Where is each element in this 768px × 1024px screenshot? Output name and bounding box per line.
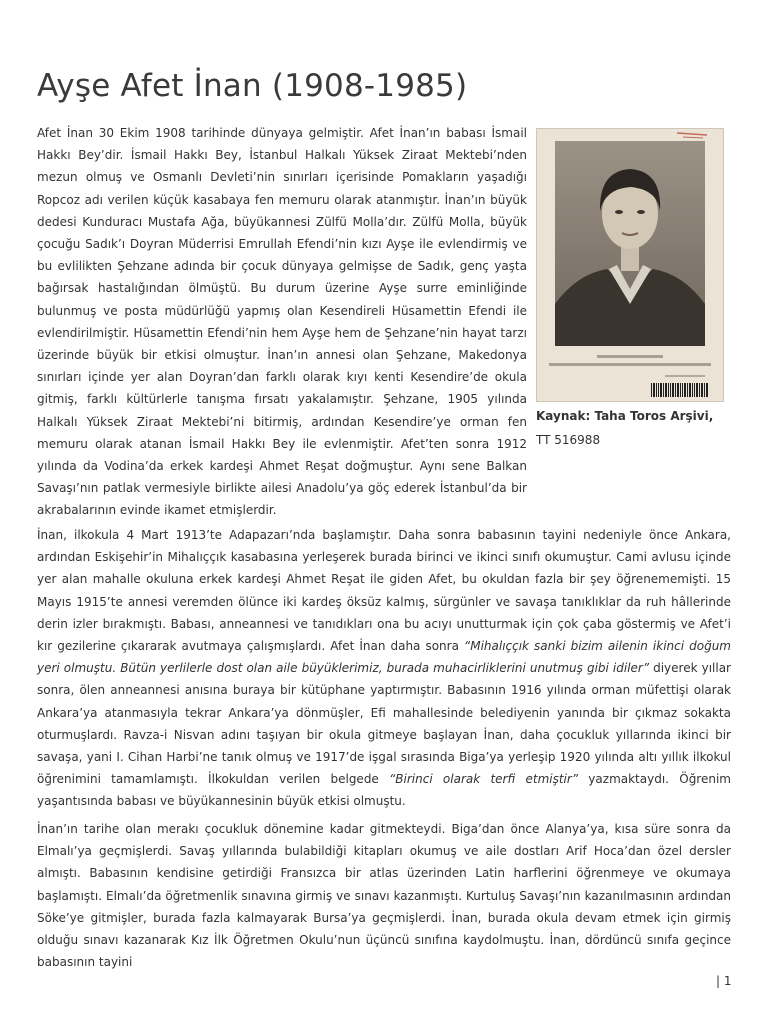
portrait-image	[537, 129, 723, 401]
paragraph-2	[37, 524, 731, 813]
portrait-photo	[536, 128, 724, 402]
page-title: Ayşe Afet İnan (1908-1985)	[37, 68, 468, 104]
paragraph-3: İnan’ın tarihe olan merakı çocukluk dönemine kadar gitmekteydi. Biga’dan önce Alanya’ya, kısa süre sonra da Elmalı’ya geçmişlerdi. Savaş yıllarında bulabildiği kitapları okumuş ve aile dostları Arif Hoca’dan özel dersler almıştı. Babasının kendisine getirdiği Fransızca bir atlas üzerinden Latin harflerini öğrenmeye ve okumaya başlamıştı. Elmalı’da öğretmenlik sınavına girmiş ve sınavı kazanmıştı. Kurtuluş Savaşı’nın kazanılmasının ardından Söke’ye gitmişler, burada fazla kalmayarak Bursa’ya geçmişlerdi. İnan, burada okula devam etmek için girmiş olduğu sınavı kazanarak Kız İlk Öğretmen Okulu’nun üçüncü sınıfına kaydolmuştu. İnan, dördüncü sınıfa geçince babasının tayini	[37, 822, 731, 970]
page-number: | 1	[716, 974, 732, 988]
paragraph-2-text-a: İnan, ilkokula 4 Mart 1913’te Adapazarı’nda başlamıştır. Daha sonra babasının tayini nedeniyle önce Ankara, ardından Eskişehir’in Mihalıççık kasabasına yerleşerek burada birinci ve ikinci sınıfı okumuştur. Cami avlusu içinde yer alan mahalle okuluna erkek kardeşi Ahmet Reşat ile giden Afet, bu okuldan fazla bir şey öğrenememişti. 15 Mayıs 1915’te annesi veremden ölünce iki kardeş öksüz kalmış, sürgünler ve savaşa tanıklıklar da ruh hâllerinde derin izler bırakmıştı. Babası, anneannesi ve tanıdıkları ona bu acıyı unutturmak için çok çaba göstermiş ve Afet’i kır gezilerine çıkararak avutmaya çalışmışlardı. Afet İnan daha sonra	[37, 528, 731, 654]
figure-caption: Kaynak: Taha Toros Arşivi,	[536, 409, 714, 423]
paragraph-2-text-c: yazmaktaydı. Öğrenim yaşantısında babası ve büyükannesinin büyük etkisi olmuştu.	[37, 772, 731, 809]
figure-caption-id: TT 516988	[536, 433, 601, 447]
paragraph-2-quote-1: “Mihalıççık sanki bizim ailenin ikinci doğum yeri olmuştu. Bütün yerlilerle dost olan aile büyüklerimiz, burada muhacirliklerini unutmuş gibi idiler”	[37, 639, 731, 676]
paragraph-2-text-b: diyerek yıllar sonra, ölen anneannesi anısına buraya bir kütüphane yaptırmıştır. Babasının 1916 yılında orman müfettişi olarak Ankara’ya atanmasıyla tekrar Ankara’ya dönmüşler, Efi mahallesinde belediyenin yanında bir çıkmaz sokakta oturmuşlardı. Ravza-i Nisvan adını taşıyan bir okula gitmeye başlayan İnan, daha çocukluk yıllarında ikinci bir savaşa, yani I. Cihan Harbi’ne tanık olmuş ve 1917’de işgal sırasında Biga’ya yerleşip 1920 yılında altı yıllık ilkokul öğrenimini tamamlamıştı. İlkokuldan verilen belgede	[37, 661, 731, 787]
paragraph-1: Afet İnan 30 Ekim 1908 tarihinde dünyaya gelmiştir. Afet İnan’ın babası İsmail Hakkı Bey’dir. İsmail Hakkı Bey, İstanbul Halkalı Yüksek Ziraat Mektebi’nden mezun olmuş ve Osmanlı Devleti’nin sınırları içerisinde Pomakların yaşadığı Ropcoz adı verilen küçük kasabaya fen memuru olarak atanmıştır. İnan’ın büyük dedesi Kunduracı Mustafa Ağa, büyükannesi Zülfü Molla’dır. Zülfü Molla, büyük çocuğu Sadık’ı Doyran Müderrisi Emrullah Efendi’nin kızı Ayşe ile evlendirmiş ve bu evlilikten Şehzane adında bir çocuk dünyaya gelmişse de Sadık, genç yaşta bağırsak hastalığından ölmüştü. Bu durum üzerine Ayşe surre eminliğinde bulunmuş ve posta müdürlüğü yapmış olan Kesendireli Hüsamettin Efendi ile evlendirilmiştir. Hüsamettin Efendi’nin hem Ayşe hem de Şehzane’nin hayat tarzı üzerinde büyük bir etkisi olmuştur. İnan’ın annesi olan Şehzane, Makedonya sınırları içinde yer alan Doyran’dan farklı olarak kıyı kenti Kesendire’de okula gitmiş, farklı kültürlerle tanışma fırsatı yakalamıştır. Şehzane, 1905 yılında Halkalı Yüksek Ziraat Mektebi’ni bitirmiş, ardından Kesendire’ye orman fen memuru olarak atanan İsmail Hakkı Bey ile evlenmiştir. Afet’ten sonra 1912 yılında da Vodina’da erkek kardeşi Ahmet Reşat doğmuştur. Aynı sene Balkan Savaşı’nın patlak vermesiyle birlikte ailesi Anadolu’ya göç ederek İstanbul’da bir akrabalarının evinde ikamet etmişlerdir.	[37, 126, 527, 518]
paragraph-2-quote-2: “Birinci olarak terfi etmiştir”	[389, 772, 579, 787]
portrait-figure	[536, 128, 731, 448]
